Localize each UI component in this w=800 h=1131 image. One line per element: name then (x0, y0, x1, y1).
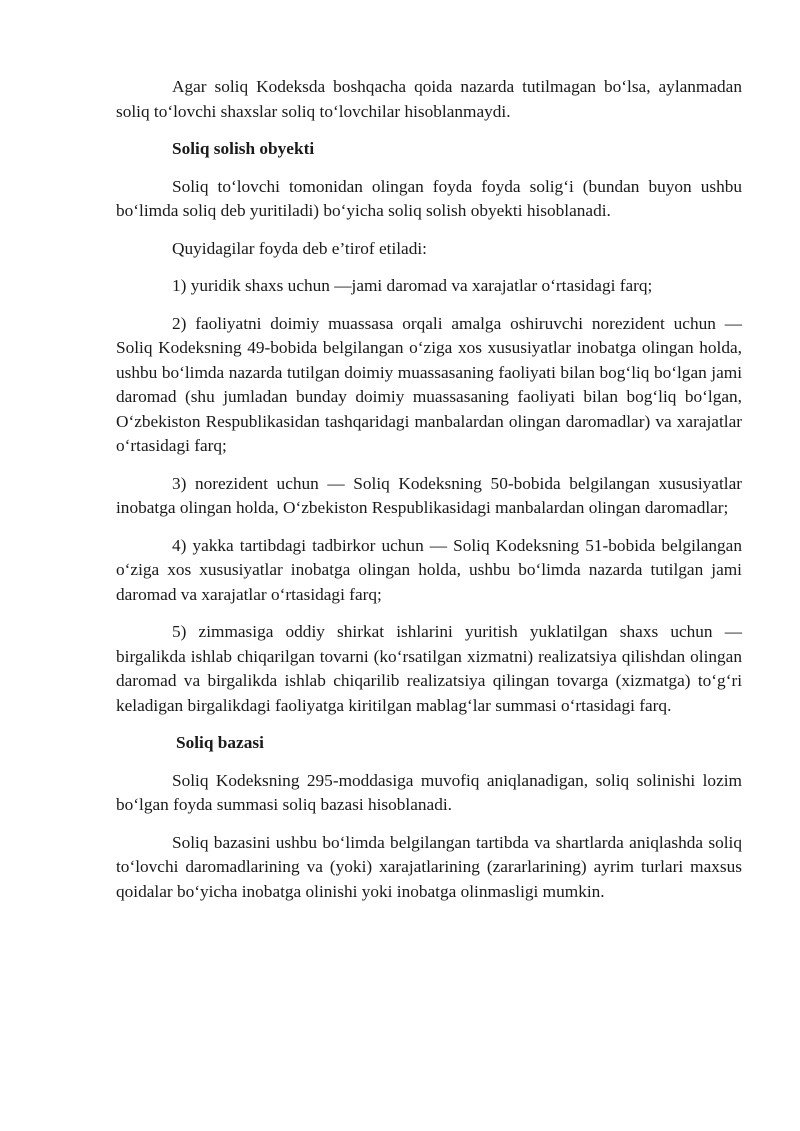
tax-base-paragraph-1: Soliq Kodeksning 295-moddasiga muvofiq aniqlanadigan, soliq solinishi lozim bo‘lgan foyda summasi soliq bazasi hisoblanadi. (116, 770, 742, 814)
list-item-1: 1) yuridik shaxs uchun —jami daromad va xarajatlar o‘rtasidagi farq; (172, 276, 653, 295)
taxation-object-paragraph: Soliq to‘lovchi tomonidan olingan foyda foyda solig‘i (bundan buyon ushbu bo‘limda soliq deb yuritiladi) bo‘yicha soliq solish obyekti hisoblanadi. (116, 176, 742, 220)
list-item-3: 3) norezident uchun — Soliq Kodeksning 50-bobida belgilangan xususiyatlar inobatga olingan holda, O‘zbekiston Respublikasidagi manbalardan olingan daromadlar; (116, 473, 742, 517)
section-heading-tax-base: Soliq bazasi (176, 733, 264, 752)
intro-paragraph: Agar soliq Kodeksda boshqacha qoida nazarda tutilmagan bo‘lsa, aylanmadan soliq to‘lovchi shaxslar soliq to‘lovchilar hisoblanmaydi. (116, 77, 742, 121)
document-page (116, 75, 742, 917)
tax-base-paragraph-2: Soliq bazasini ushbu bo‘limda belgilangan tartibda va shartlarda aniqlashda soliq to‘lovchi daromadlarining va (yoki) xarajatlarining (zararlarining) ayrim turlari maxsus qoidalar bo‘yicha inobatga olinishi yoki inobatga olinmasligi mumkin. (116, 832, 742, 901)
profit-definition-intro: Quyidagilar foyda deb e’tirof etiladi: (172, 238, 427, 258)
list-item-5: 5) zimmasiga oddiy shirkat ishlarini yuritish yuklatilgan shaxs uchun — birgalikda ishlab chiqarilgan tovarni (ko‘rsatilgan xizmatni) realizatsiya qilishdan olingan daromad va birgalikda ishlab chiqarilib realizatsiya qilingan tovarga (xizmatga) to‘g‘ri keladigan birgalikdagi faoliyatga kiritilgan mablag‘lar summasi o‘rtasidagi farq. (116, 622, 742, 715)
section-heading-taxation-object: Soliq solish obyekti (172, 139, 315, 158)
list-item-4: 4) yakka tartibdagi tadbirkor uchun — Soliq Kodeksning 51-bobida belgilangan o‘ziga xos xususiyatlar inobatga olingan holda, ushbu bo‘limda nazarda tutilgan jami daromad va xarajatlar o‘rtasidagi farq; (116, 535, 742, 604)
list-item-2: 2) faoliyatni doimiy muassasa orqali amalga oshiruvchi norezident uchun — Soliq Kodeksning 49-bobida belgilangan o‘ziga xos xususiyatlar inobatga olingan holda, ushbu bo‘limda nazarda tutilgan doimiy muassasaning faoliyati bilan bog‘liq bo‘lgan jami daromad (shu jumladan bunday doimiy muassasaning faoliyati bilan bog‘liq bo‘lgan, O‘zbekiston Respublikasidan tashqaridagi manbalardan olingan daromadlar) va xarajatlar o‘rtasidagi farq; (116, 313, 742, 455)
